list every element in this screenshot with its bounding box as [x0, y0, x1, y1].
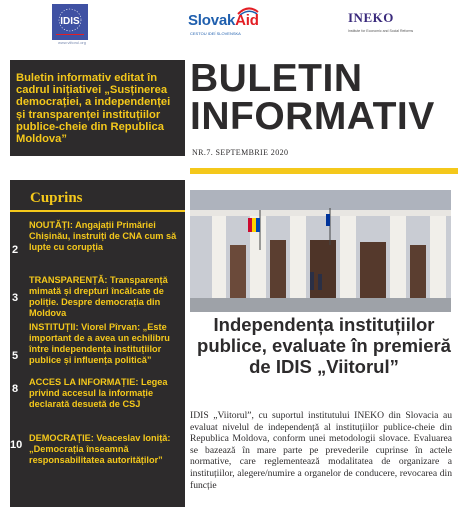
toc-item-text: [29, 377, 183, 410]
toc-page-number: 3: [12, 292, 19, 304]
toc-headline: Viorel Pîrvan: „Este important de a avea un echilibru între independența instituțiilor publice și influența politică”: [29, 322, 170, 365]
toc-page-number: 2: [12, 244, 19, 256]
toc-headline: Transparență mimată și drepturi încălcate de poliție. Despre democrația din Moldova: [29, 275, 168, 318]
title-line-1: BULETIN: [190, 57, 363, 100]
toc-divider: [10, 210, 185, 212]
article-body: IDIS „Viitorul”, cu suportul institutului INEKO din Slovacia au evaluat nivelul de independență al instituțiilor publice-cheie din Republica Moldova, conform unei metodologii slovace. Evaluarea se bazează în mare parte pe prevederile cuprinse în actele normative, care reglementează modalitatea de organizare a instituțiilor, alegere/numire a organelor de conducere, revocarea din funcție: [190, 410, 452, 491]
toc-page-number: 10: [10, 439, 23, 451]
accent-rule: [190, 168, 458, 174]
title-line-2: INFORMATIV: [190, 95, 435, 138]
toc-headline: Legea privind accesul la informație declarată desuetă de CSJ: [29, 377, 168, 409]
toc-tag: TRANSPARENȚĂ:: [29, 275, 108, 285]
toc-tag: DEMOCRAȚIE:: [29, 433, 94, 443]
slovakaid-text-slovak: Slovak: [188, 12, 236, 29]
slovakaid-subtitle: CESTOU IDEÍ SLOVENSKA: [190, 31, 241, 36]
toc-item-text: [29, 322, 183, 366]
newsletter-title: [190, 57, 458, 138]
toc-page-number: 5: [12, 350, 19, 362]
article-headline: Independența instituțiilor publice, evaluate în premieră de IDIS „Viitorul”: [197, 314, 451, 377]
toc-item-text: [29, 433, 183, 466]
idis-caption: www.viitorul.org: [57, 40, 86, 45]
toc-tag: ACCES LA INFORMAȚIE:: [29, 377, 139, 387]
intro-text: Buletin informativ editat în cadrul inițiativei „Susținerea democrației, a independenței și transparenței instituțiilor publice-cheie din Republica Moldova”: [16, 72, 171, 146]
toc-tag: NOUTĂȚI:: [29, 220, 73, 230]
toc-headline: Veaceslav Ioniță: „Democrația înseamnă responsabilitatea autorităților”: [29, 433, 171, 465]
slovakaid-logo: [186, 6, 262, 40]
ineko-logo: INEKO: [348, 10, 394, 25]
toc-item-text: [29, 220, 183, 253]
toc-tag: INSTITUȚII:: [29, 322, 79, 332]
idis-logo: [52, 4, 88, 40]
slovakaid-text-aid: Aid: [235, 12, 259, 29]
toc-item-text: [29, 275, 183, 319]
article-photo: [190, 190, 451, 312]
toc-headline: Angajații Primăriei Chișinău, instruiți de CNA cum să lupte cu corupția: [29, 220, 177, 252]
toc-title: Cuprins: [30, 190, 83, 206]
idis-logo-text: IDIS: [60, 16, 80, 27]
issue-date: NR.7. SEPTEMBRIE 2020: [192, 148, 289, 157]
toc-page-number: 8: [12, 383, 19, 395]
ineko-subtitle: Institute for Economic and Social Reforms: [348, 29, 414, 33]
